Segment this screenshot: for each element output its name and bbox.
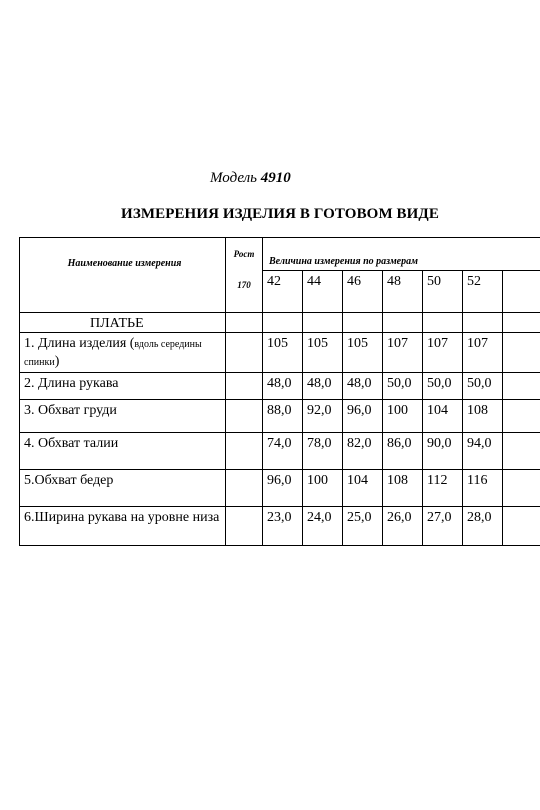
- value-cell: 88,0: [263, 400, 303, 433]
- row-name-note: вдоль середины спинки: [24, 339, 202, 368]
- page-title: ИЗМЕРЕНИЯ ИЗДЕЛИЯ В ГОТОВОМ ВИДЕ: [121, 206, 439, 222]
- table-row: [20, 507, 540, 546]
- value-cell: 105: [343, 333, 383, 373]
- value-cell: 100: [303, 470, 343, 507]
- row-name: [20, 333, 226, 373]
- value-cell: 96,0: [343, 400, 383, 433]
- empty-cell: [383, 313, 423, 333]
- section-row: [20, 313, 540, 333]
- table-row: [20, 433, 540, 470]
- table-row: [20, 470, 540, 507]
- empty-cell: [226, 313, 263, 333]
- section-title: ПЛАТЬЕ: [20, 313, 226, 333]
- size-cell: 50: [423, 271, 463, 313]
- value-cell: 116: [463, 470, 503, 507]
- value-cell: 26,0: [383, 507, 423, 546]
- header-name-label: Наименование измерения: [67, 258, 182, 269]
- rost-cell: [226, 507, 263, 546]
- rost-cell: [226, 400, 263, 433]
- header-name-cell: [20, 238, 226, 313]
- value-cell: 104: [423, 400, 463, 433]
- header-rost-cell: [226, 238, 263, 313]
- row-name: 3. Обхват груди: [20, 400, 226, 433]
- header-values-cell: [263, 238, 540, 271]
- empty-cell: [503, 313, 540, 333]
- model-number: 4910: [260, 170, 291, 186]
- rost-cell: [226, 333, 263, 373]
- value-cell: 25,0: [343, 507, 383, 546]
- empty-cell: [503, 507, 540, 546]
- size-cell: 46: [343, 271, 383, 313]
- table-row: [20, 333, 540, 373]
- empty-cell: [303, 313, 343, 333]
- value-cell: 28,0: [463, 507, 503, 546]
- size-cell: 42: [263, 271, 303, 313]
- row-name-text: 1. Длина изделия (: [24, 336, 135, 351]
- value-cell: 112: [423, 470, 463, 507]
- row-name-end: ): [54, 354, 60, 369]
- empty-cell: [503, 433, 540, 470]
- empty-cell: [463, 313, 503, 333]
- rost-cell: [226, 433, 263, 470]
- value-cell: 50,0: [383, 373, 423, 400]
- rost-cell: [226, 373, 263, 400]
- value-cell: 78,0: [303, 433, 343, 470]
- empty-cell: [503, 400, 540, 433]
- value-cell: 48,0: [263, 373, 303, 400]
- header-rost-value: 170: [237, 280, 251, 290]
- value-cell: 90,0: [423, 433, 463, 470]
- size-cell: 44: [303, 271, 343, 313]
- value-cell: 107: [423, 333, 463, 373]
- model-label: [210, 170, 291, 187]
- table-row: [20, 373, 540, 400]
- value-cell: 108: [463, 400, 503, 433]
- row-name: 5.Обхват бедер: [20, 470, 226, 507]
- header-rost-label: Рост: [233, 249, 255, 259]
- header-row-1: [20, 238, 540, 271]
- size-cell: 48: [383, 271, 423, 313]
- row-name: 2. Длина рукава: [20, 373, 226, 400]
- size-cell-empty: [503, 271, 540, 313]
- value-cell: 105: [303, 333, 343, 373]
- value-cell: 82,0: [343, 433, 383, 470]
- value-cell: 96,0: [263, 470, 303, 507]
- empty-cell: [343, 313, 383, 333]
- model-word: Модель: [210, 170, 258, 186]
- value-cell: 50,0: [463, 373, 503, 400]
- value-cell: 48,0: [303, 373, 343, 400]
- empty-cell: [263, 313, 303, 333]
- value-cell: 86,0: [383, 433, 423, 470]
- size-cell: 52: [463, 271, 503, 313]
- value-cell: 104: [343, 470, 383, 507]
- value-cell: 100: [383, 400, 423, 433]
- table-row: [20, 400, 540, 433]
- value-cell: 27,0: [423, 507, 463, 546]
- value-cell: 94,0: [463, 433, 503, 470]
- measurements-table: [19, 237, 540, 546]
- header-values-label: Величина измерения по размерам: [269, 256, 418, 267]
- value-cell: 74,0: [263, 433, 303, 470]
- value-cell: 24,0: [303, 507, 343, 546]
- rost-cell: [226, 470, 263, 507]
- empty-cell: [423, 313, 463, 333]
- empty-cell: [503, 333, 540, 373]
- row-name: 6.Ширина рукава на уровне низа: [20, 507, 226, 546]
- value-cell: 105: [263, 333, 303, 373]
- row-name: 4. Обхват талии: [20, 433, 226, 470]
- value-cell: 107: [383, 333, 423, 373]
- empty-cell: [503, 470, 540, 507]
- value-cell: 107: [463, 333, 503, 373]
- value-cell: 48,0: [343, 373, 383, 400]
- value-cell: 50,0: [423, 373, 463, 400]
- value-cell: 23,0: [263, 507, 303, 546]
- value-cell: 108: [383, 470, 423, 507]
- value-cell: 92,0: [303, 400, 343, 433]
- empty-cell: [503, 373, 540, 400]
